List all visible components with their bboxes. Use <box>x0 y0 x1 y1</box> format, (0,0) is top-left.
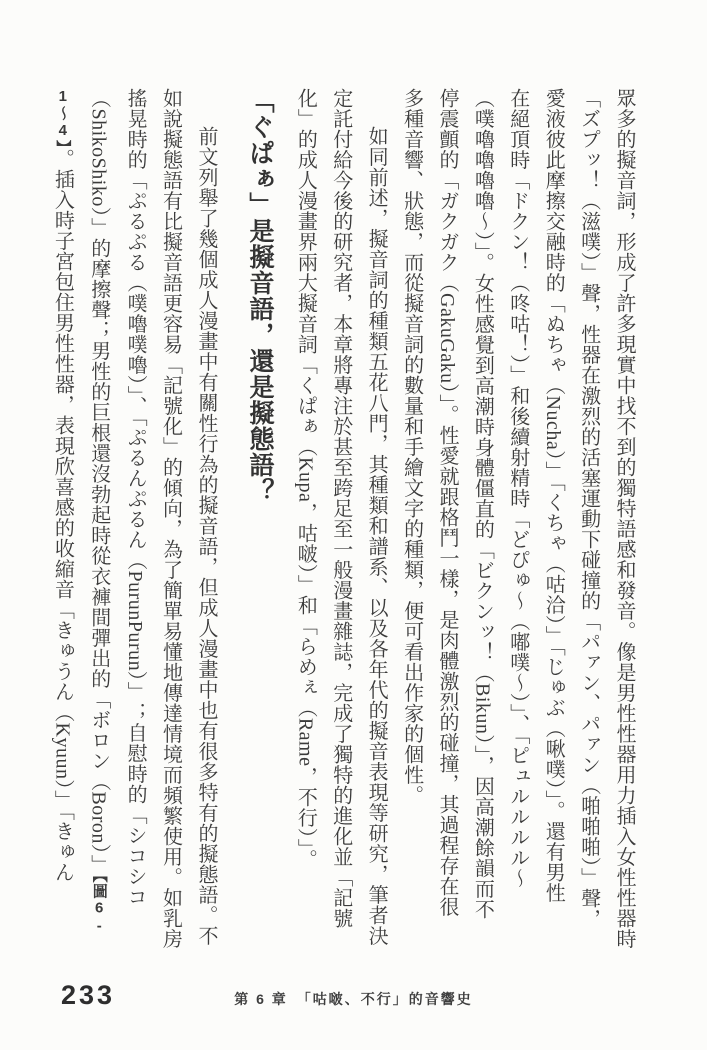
text-column <box>44 88 80 940</box>
text-column: 眾多的擬音詞，形成了許多現實中找不到的獨特語感和發音。像是男性性器用力插入女性性器時 <box>613 88 635 949</box>
text-column: 前文列舉了幾個成人漫畫中有關性行為的擬音語，但成人漫畫中也有很多特有的擬態語。不 <box>194 126 217 946</box>
text-column: 搖晃時的「ぷるぷる（噗嚕噗嚕）」、「ぷるんぷるん（PurunPurun）」；自慰時的「シコシコ <box>124 88 147 908</box>
section-heading: 「ぐぱぁ」是擬音語，還是擬態語？ <box>245 88 274 504</box>
text-column: 定託付給今後的研究者，本章將專注於甚至跨足至一般漫畫雜誌，完成了獨特的進化並「記號 <box>329 88 352 929</box>
text-column: 「ズプッ！（滋噗）」聲，性器在激烈的活塞運動下碰撞的「パァン、パァン（啪啪啪）」聲， <box>577 88 600 929</box>
text-column: 如同前述，擬音詞的種類五花八門，其種類和譜系、以及各年代的擬音表現等研究，筆者決 <box>365 126 388 946</box>
text-column: 愛液彼此摩擦交融時的「ぬちゃ（Nucha）」「くちゃ（咕洽）」「じゅぶ（啾噗）」。還有男性 <box>542 88 565 903</box>
page-number: 233 <box>61 980 116 1010</box>
text-column: 化」的成人漫畫界兩大擬音詞「くぱぁ（Kupa，咕啵）」和「らめぇ（Rame，不行）」。 <box>294 88 317 870</box>
figure-reference: 【圖6- <box>90 874 108 936</box>
text-column: 停震顫的「ガクガク（GakuGaku）」。性愛就跟格鬥一樣，是肉體激烈的碰撞，其過程存在很 <box>435 88 458 918</box>
text-column: 如說擬態語有比擬音語更容易「記號化」的傾向，為了簡單易懂地傳達情境而頻繁使用。如乳房 <box>159 88 182 949</box>
figure-reference: 1～4】 <box>54 88 72 149</box>
chapter-footer: 第 6 章 「咕啵、不行」的音響史 <box>234 991 473 1007</box>
text-column <box>80 88 116 940</box>
vertical-text-block <box>44 88 641 949</box>
text-column: （噗嚕嚕嚕嚕～）」。女性感覺到高潮時身體僵直的「ビクンッ！（Bikun）」，因高潮餘韻而不 <box>471 88 494 920</box>
text-column: 在絕頂時「ドクン！（咚咕！）」和後續射精時「どぴゅ～（嘟噗～）」、「ピュルルルル～ <box>506 88 529 889</box>
text-column: 多種音響、狀態，而從擬音詞的數量和手繪文字的種類，便可看出作家的個性。 <box>400 88 423 806</box>
text-segment: 。插入時子宮包住男性性器，表現欣喜感的收縮音「きゅうん（Kyuun）」「きゅん <box>51 148 74 883</box>
text-segment: （ShikoShiko）」的摩擦聲；男性的巨根還沒勃起時從衣褲間彈出的「ボロン（Boron）」 <box>87 88 110 875</box>
